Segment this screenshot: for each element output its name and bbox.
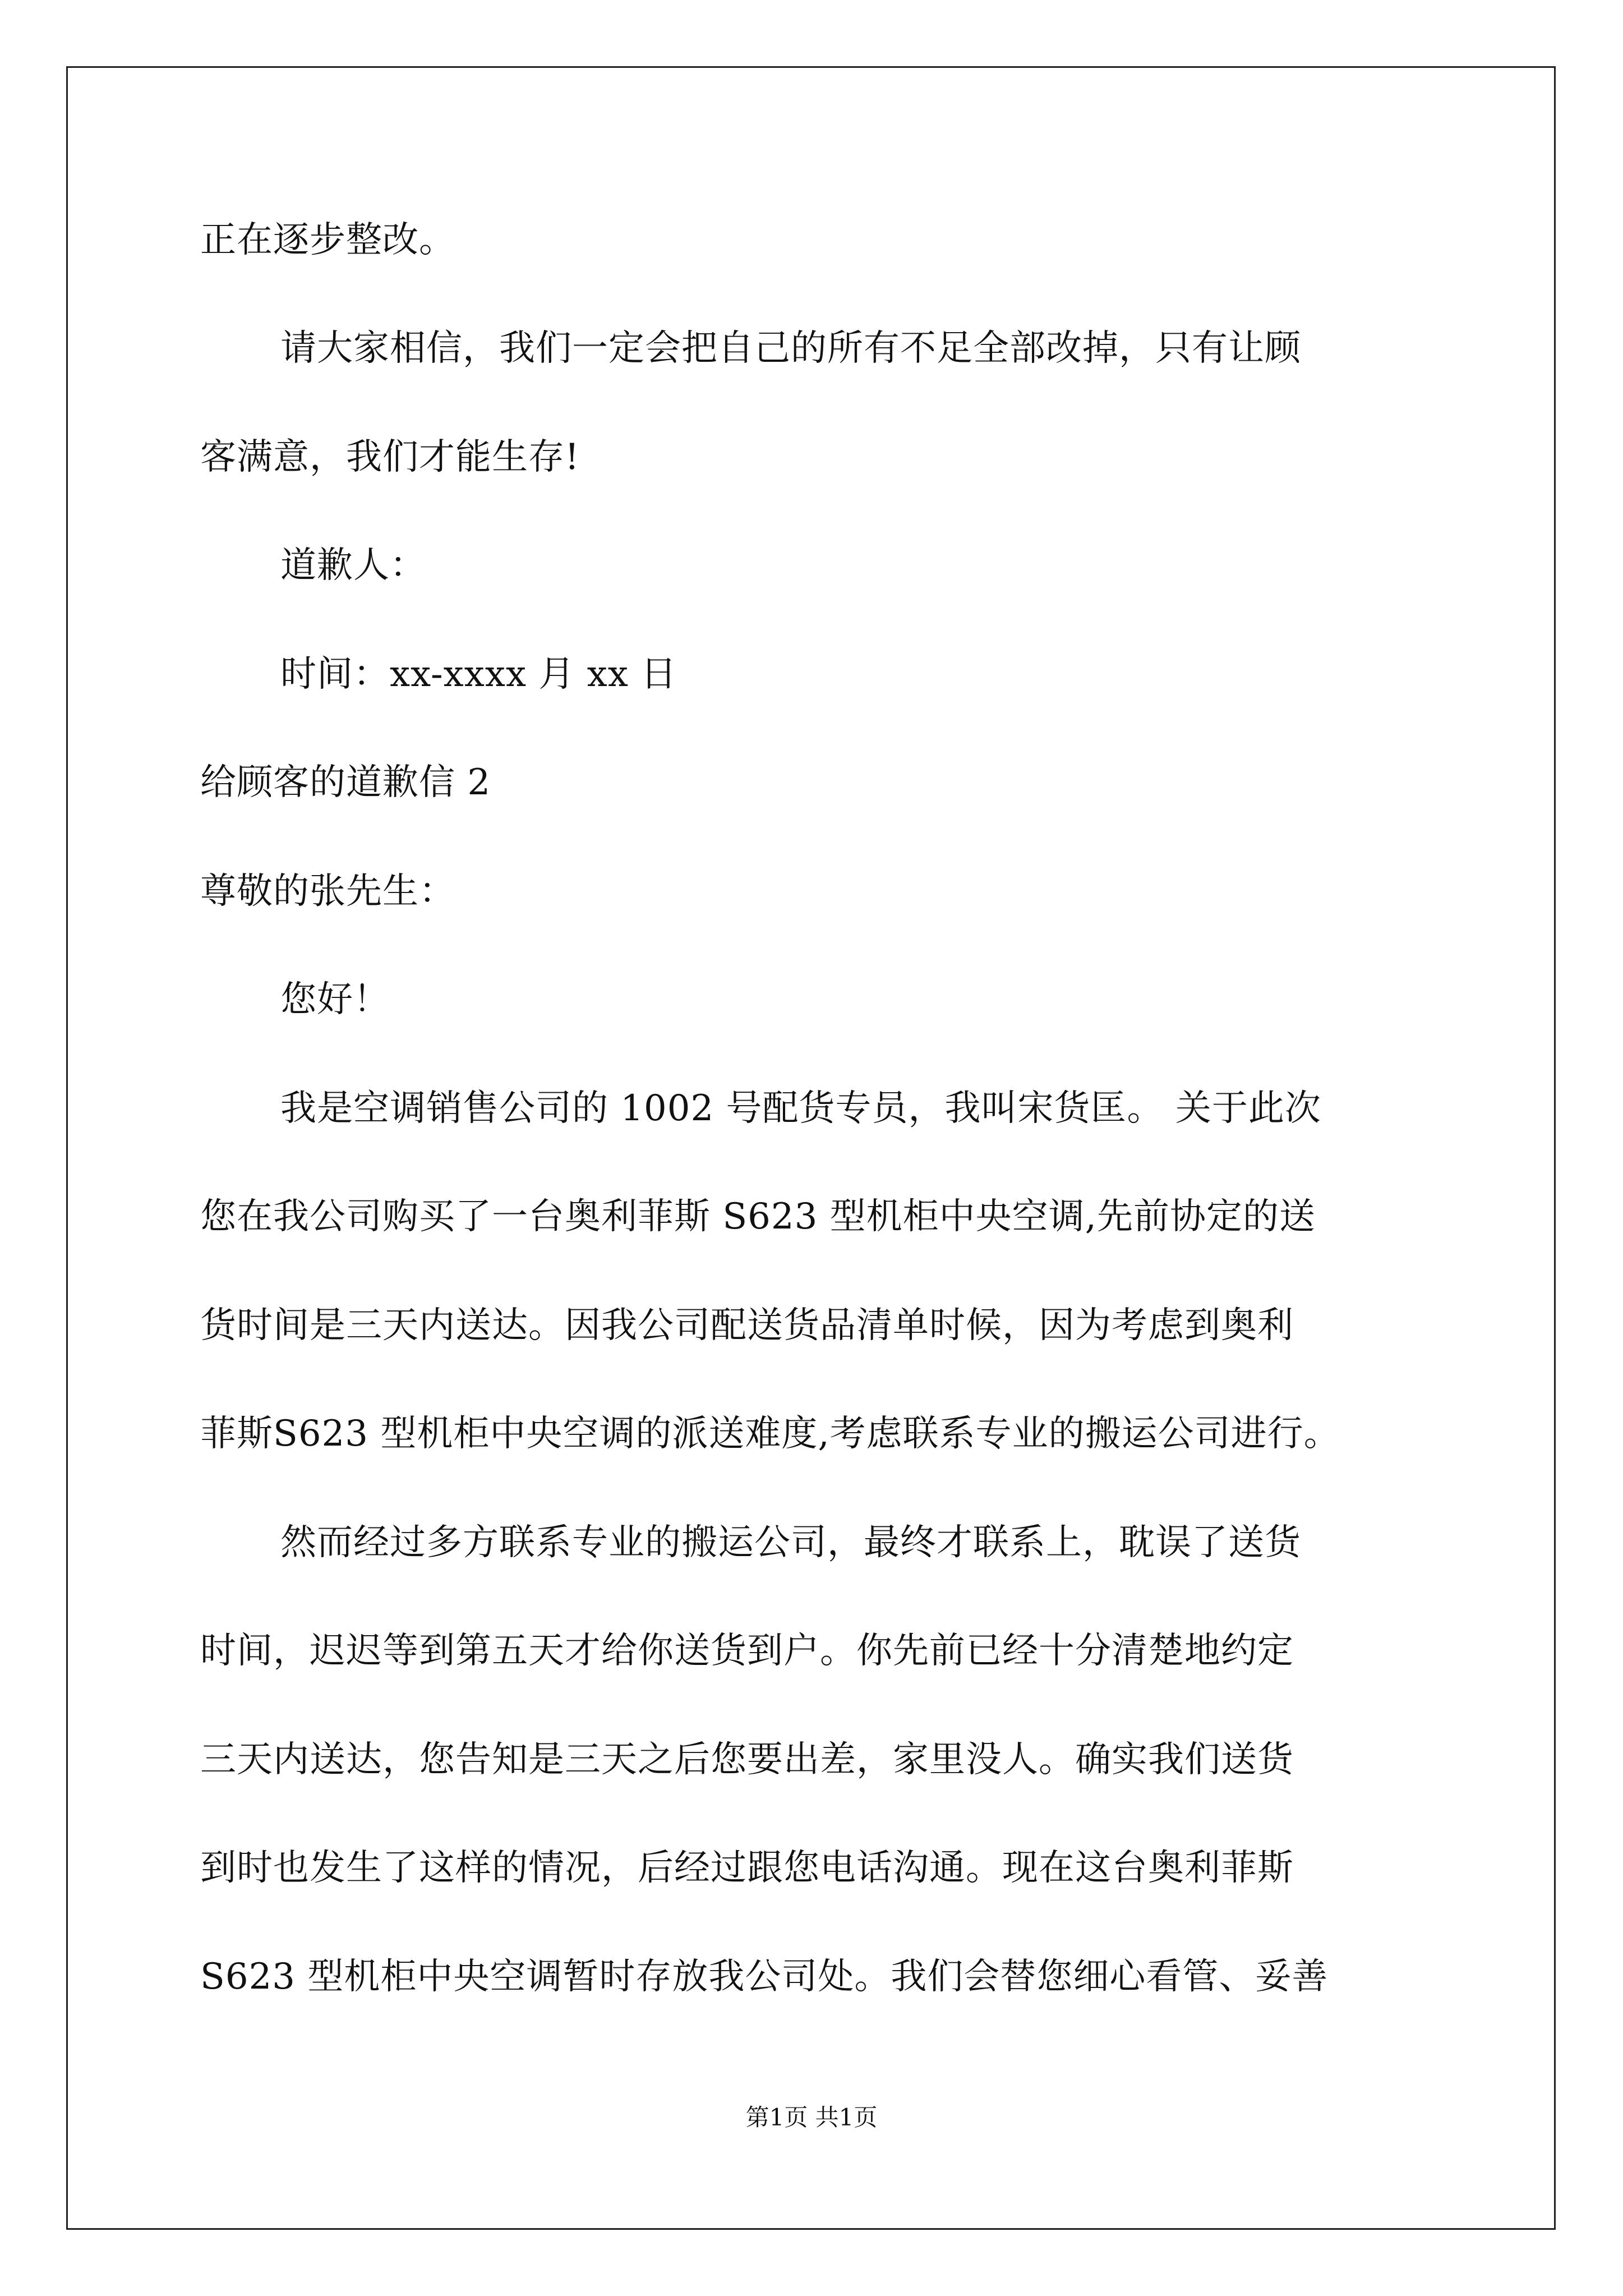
paragraph-line: 然而经过多方联系专业的搬运公司，最终才联系上，耽误了送货 (280, 1522, 1301, 1563)
paragraph-line: 三天内送达，您告知是三天之后您要出差，家里没人。确实我们送货 (200, 1739, 1294, 1780)
paragraph-line: 菲斯S623 型机柜中央空调的派送难度,考虑联系专业的搬运公司进行。 (200, 1413, 1340, 1455)
section-title: 给顾客的道歉信 2 (200, 762, 491, 803)
signature-label: 道歉人： (280, 545, 426, 586)
paragraph-line: 到时也发生了这样的情况，后经过跟您电话沟通。现在这台奥利菲斯 (200, 1847, 1294, 1889)
paragraph-line: 您在我公司购买了一台奥利菲斯 S623 型机柜中央空调,先前协定的送 (200, 1196, 1316, 1237)
paragraph-line: 时间，迟迟等到第五天才给你送货到户。你先前已经十分清楚地约定 (200, 1630, 1294, 1672)
paragraph-line: 客满意，我们才能生存! (200, 436, 580, 478)
salutation: 尊敬的张先生： (200, 871, 455, 912)
paragraph-line: 我是空调销售公司的 1002 号配货专员，我叫宋货匡。 关于此次 (280, 1088, 1321, 1129)
date-line: 时间：xx-xxxx 月 xx 日 (280, 654, 677, 695)
paragraph-line: S623 型机柜中央空调暂时存放我公司处。我们会替您细心看管、妥善 (200, 1956, 1329, 1998)
page-border (66, 66, 1556, 2230)
paragraph-line: 请大家相信，我们一定会把自己的所有不足全部改掉，只有让顾 (280, 328, 1301, 369)
paragraph-line: 正在逐步整改。 (200, 219, 455, 261)
greeting: 您好！ (280, 979, 390, 1020)
paragraph-line: 货时间是三天内送达。因我公司配送货品清单时候，因为考虑到奥利 (200, 1305, 1294, 1346)
page-footer: 第1页 共1页 (745, 2104, 878, 2131)
